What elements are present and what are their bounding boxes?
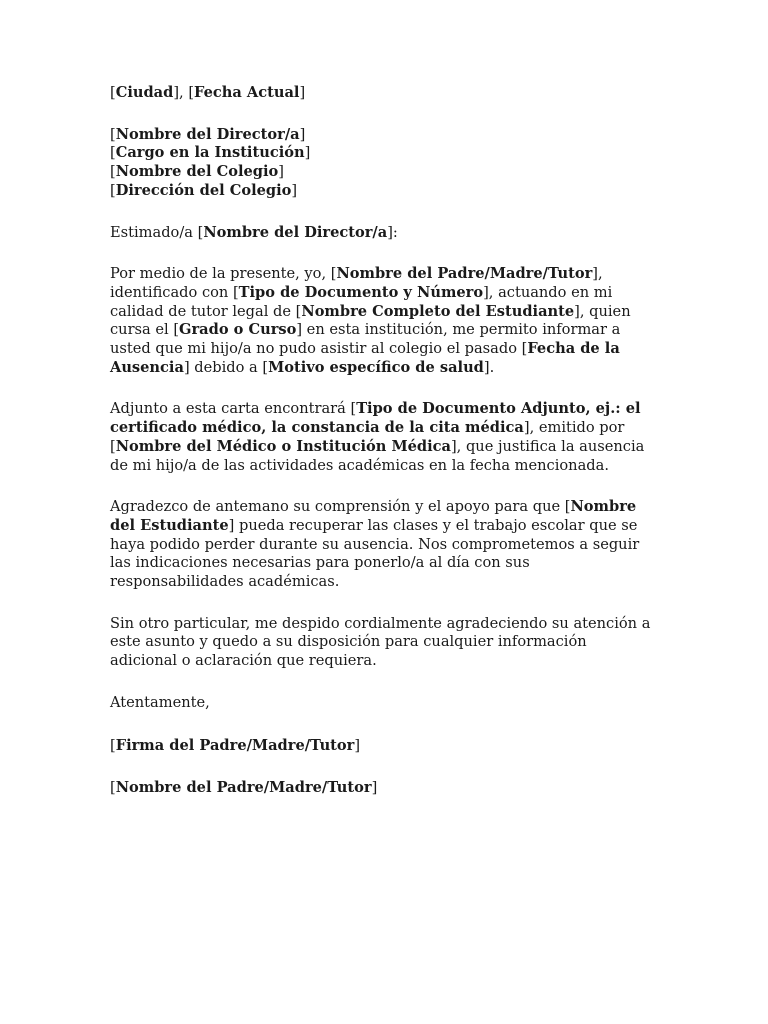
city-placeholder: Ciudad (115, 84, 174, 101)
school-name-placeholder: Nombre del Colegio (115, 163, 279, 181)
recipient-director-line: [Nombre del Director/a] (110, 125, 306, 143)
body-paragraph-3: Agradezco de antemano su comprensión y el apoyo para que [Nombre del Estudiante] pueda recuperar las clases y el trabajo escolar que se haya podido perder durante su ausencia. Nos comprometemos a seguir las indicaciones necesarias para ponerlo/a al día con sus responsabilidades académicas. (110, 498, 640, 591)
student-name-placeholder: Nombre del Estudiante (110, 498, 637, 534)
recipient-block (110, 126, 658, 201)
signature-line: [Firma del Padre/Madre/Tutor] (110, 736, 361, 754)
document-type-placeholder: Tipo de Documento y Número (238, 283, 484, 301)
student-full-name-placeholder: Nombre Completo del Estudiante (301, 302, 575, 320)
recipient-position-line: [Cargo en la Institución] (110, 144, 311, 162)
parent-name-placeholder: Nombre del Padre/Madre/Tutor (336, 265, 593, 283)
body-paragraph-2: Adjunto a esta carta encontrará [Tipo de Documento Adjunto, ej.: el certificado médico, la constancia de la cita médica], emitido por [Nombre del Médico o Institución Médica], que justifica la ausencia de mi hijo/a de las actividades académicas en la fecha mencionada. (110, 400, 645, 474)
signer-name-placeholder: Nombre del Padre/Madre/Tutor (115, 779, 372, 797)
signature-placeholder: Firma del Padre/Madre/Tutor (115, 736, 355, 754)
closing-salutation: Atentamente, (110, 693, 210, 711)
p2-text-2: , emitido por (529, 419, 625, 437)
place-date-line: [Ciudad], [Fecha Actual] (110, 84, 306, 101)
greeting-suffix: : (392, 223, 398, 241)
p2-text-1: Adjunto a esta carta encontrará (110, 400, 351, 418)
attached-document-placeholder: Tipo de Documento Adjunto, ej.: el certificado médico, la constancia de la cita médica (110, 400, 641, 437)
body-paragraph-1: Por medio de la presente, yo, [Nombre del Padre/Madre/Tutor], identificado con [Tipo de Documento y Número], actuando en mi calidad de tutor legal de [Nombre Completo del Estudiante], quien cursa el [Grado o Curso] en esta institución, me permito informar a usted que mi hijo/a no pudo asistir al colegio el pasado [Fecha de la Ausencia] debido a [Motivo específico de salud]. (110, 265, 631, 376)
p1-text-5: en esta institución, me permito informar a usted que mi hijo/a no pudo asistir al colegio el pasado (110, 321, 621, 358)
comma-separator: , (179, 84, 189, 101)
date-placeholder: Fecha Actual (194, 84, 300, 101)
director-name-placeholder: Nombre del Director/a (115, 125, 300, 143)
p1-text-3: , actuando en mi calidad de tutor legal de (110, 283, 613, 320)
position-placeholder: Cargo en la Institución (115, 144, 305, 162)
greeting-prefix: Estimado/a (110, 223, 198, 241)
health-reason-placeholder: Motivo específico de salud (268, 358, 484, 376)
absence-date-placeholder: Fecha de la Ausencia (110, 340, 620, 376)
p1-text-2: , identificado con (110, 265, 603, 301)
p3-text-2: pueda recuperar las clases y el trabajo escolar que se haya podido perder durante su ausencia. Nos comprometemos a seguir las indicaciones necesarias para ponerlo/a al día con sus responsabilidades académicas. (110, 516, 640, 591)
p3-text-1: Agradezco de antemano su comprensión y el apoyo para que (110, 498, 565, 516)
letter-page (110, 84, 658, 821)
school-address-placeholder: Dirección del Colegio (115, 181, 292, 199)
p1-text-6: debido a (189, 358, 263, 376)
grade-placeholder: Grado o Curso (179, 321, 297, 339)
p1-text-7: . (489, 358, 495, 376)
body-paragraph-4: Sin otro particular, me despido cordialmente agradeciendo su atención a este asunto y quedo a su disposición para cualquier información adicional o aclaración que requiera. (110, 614, 651, 670)
p2-text-3: , que justifica la ausencia de mi hijo/a de las actividades académicas en la fecha mencionada. (110, 437, 645, 474)
recipient-school-line: [Nombre del Colegio] (110, 163, 284, 181)
p1-text-1: Por medio de la presente, yo, (110, 265, 331, 283)
doctor-institution-placeholder: Nombre del Médico o Institución Médica (115, 437, 451, 455)
recipient-address-line: [Dirección del Colegio] (110, 181, 298, 199)
greeting: Estimado/a [Nombre del Director/a]: (110, 223, 398, 241)
p1-text-4: , quien cursa el (110, 302, 631, 339)
greeting-name-placeholder: Nombre del Director/a (203, 223, 388, 241)
signer-name-line: [Nombre del Padre/Madre/Tutor] (110, 779, 378, 797)
